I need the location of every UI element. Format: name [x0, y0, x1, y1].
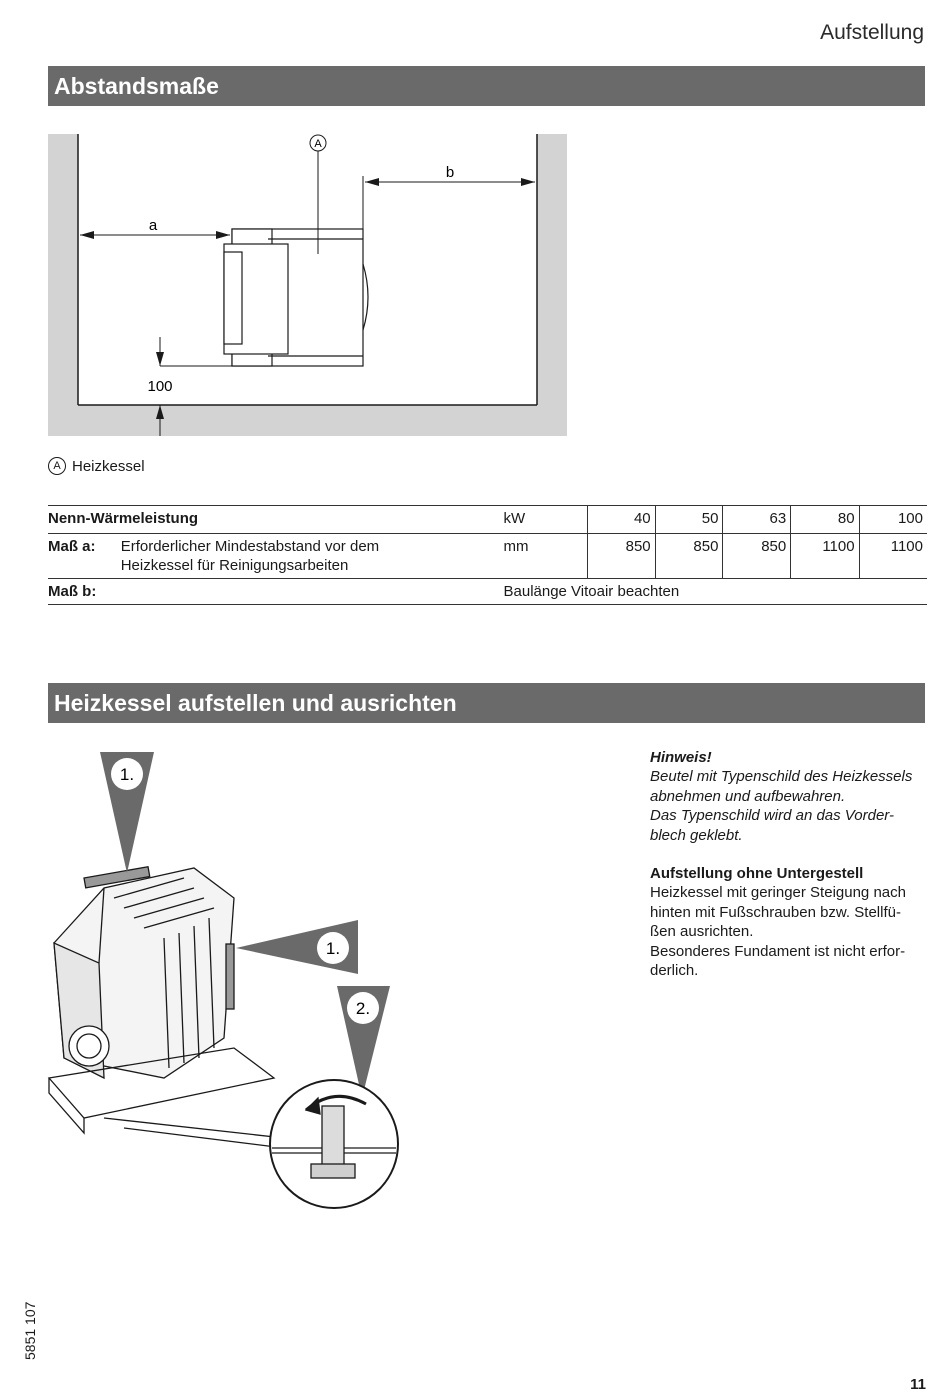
row-a-value: 850	[655, 534, 723, 579]
dimension-label-b: b	[445, 164, 455, 181]
note-line: blech geklebt.	[650, 826, 743, 844]
row-a-value: 850	[723, 534, 791, 579]
table-row-mass-a	[48, 534, 927, 579]
diagram-legend	[48, 457, 145, 475]
header-value: 80	[791, 506, 859, 534]
note-line: abnehmen und aufbewahren.	[650, 787, 846, 805]
body-line: derlich.	[650, 962, 699, 980]
note-line: Das Typenschild wird an das Vorder-	[650, 807, 894, 825]
installation-notes	[650, 748, 935, 980]
section-title-abstandsmasse: Abstandsmaße	[48, 66, 925, 106]
header-value: 50	[655, 506, 723, 534]
section-title-aufstellen: Heizkessel aufstellen und ausrichten	[48, 683, 925, 723]
dimension-label-a: a	[148, 217, 158, 234]
row-a-description-line: Erforderlicher Mindestabstand vor dem	[120, 538, 380, 555]
row-b-label: Maß b:	[48, 579, 504, 605]
note-line: Beutel mit Typenschild des Heizkessels	[650, 768, 913, 786]
clearance-diagram	[48, 134, 568, 438]
note-heading: Hinweis!	[650, 749, 712, 766]
header-value: 63	[723, 506, 791, 534]
page-number: 11	[910, 1376, 926, 1393]
body-line: Besonderes Fundament ist nicht erfor-	[650, 942, 906, 960]
body-line: ßen ausrichten.	[650, 923, 754, 941]
row-a-description-line: Heizkessel für Reinigungsarbeiten	[120, 557, 349, 574]
legend-text: Heizkessel	[72, 457, 145, 475]
header-unit: kW	[504, 506, 588, 534]
header-value: 40	[587, 506, 655, 534]
document-number: 5851 107	[22, 1301, 38, 1360]
body-line: Heizkessel mit geringer Steigung nach	[650, 884, 906, 902]
table-row-mass-b	[48, 579, 927, 605]
dimension-label-100: 100	[147, 378, 173, 395]
row-a-unit: mm	[503, 538, 529, 555]
row-a-value: 1100	[859, 534, 927, 579]
dimensions-table	[48, 505, 927, 605]
subheading-aufstellung: Aufstellung ohne Untergestell	[650, 865, 864, 883]
marker-a-diagram: A	[314, 138, 322, 150]
row-a-value: 850	[587, 534, 655, 579]
chapter-title: Aufstellung	[820, 21, 924, 44]
foot-screw-detail	[270, 1080, 398, 1208]
legend-marker: A	[48, 457, 66, 475]
row-b-text: Baulänge Vitoair beachten	[504, 579, 928, 605]
boiler-installation-illustration	[44, 748, 404, 1218]
row-a-description	[121, 534, 504, 579]
step2-label: 2.	[355, 999, 371, 1018]
header-value: 100	[859, 506, 927, 534]
header-label: Nenn-Wärmeleistung	[48, 506, 504, 534]
step1-top-label: 1.	[119, 765, 135, 784]
row-a-value: 1100	[791, 534, 859, 579]
body-line: hinten mit Fußschrauben bzw. Stellfü-	[650, 903, 901, 921]
step1-side-label: 1.	[325, 939, 341, 958]
boiler-drawing	[49, 867, 284, 1148]
row-a-label: Maß a:	[48, 538, 96, 555]
table-header-row	[48, 506, 927, 534]
boiler-top-view	[224, 229, 368, 366]
